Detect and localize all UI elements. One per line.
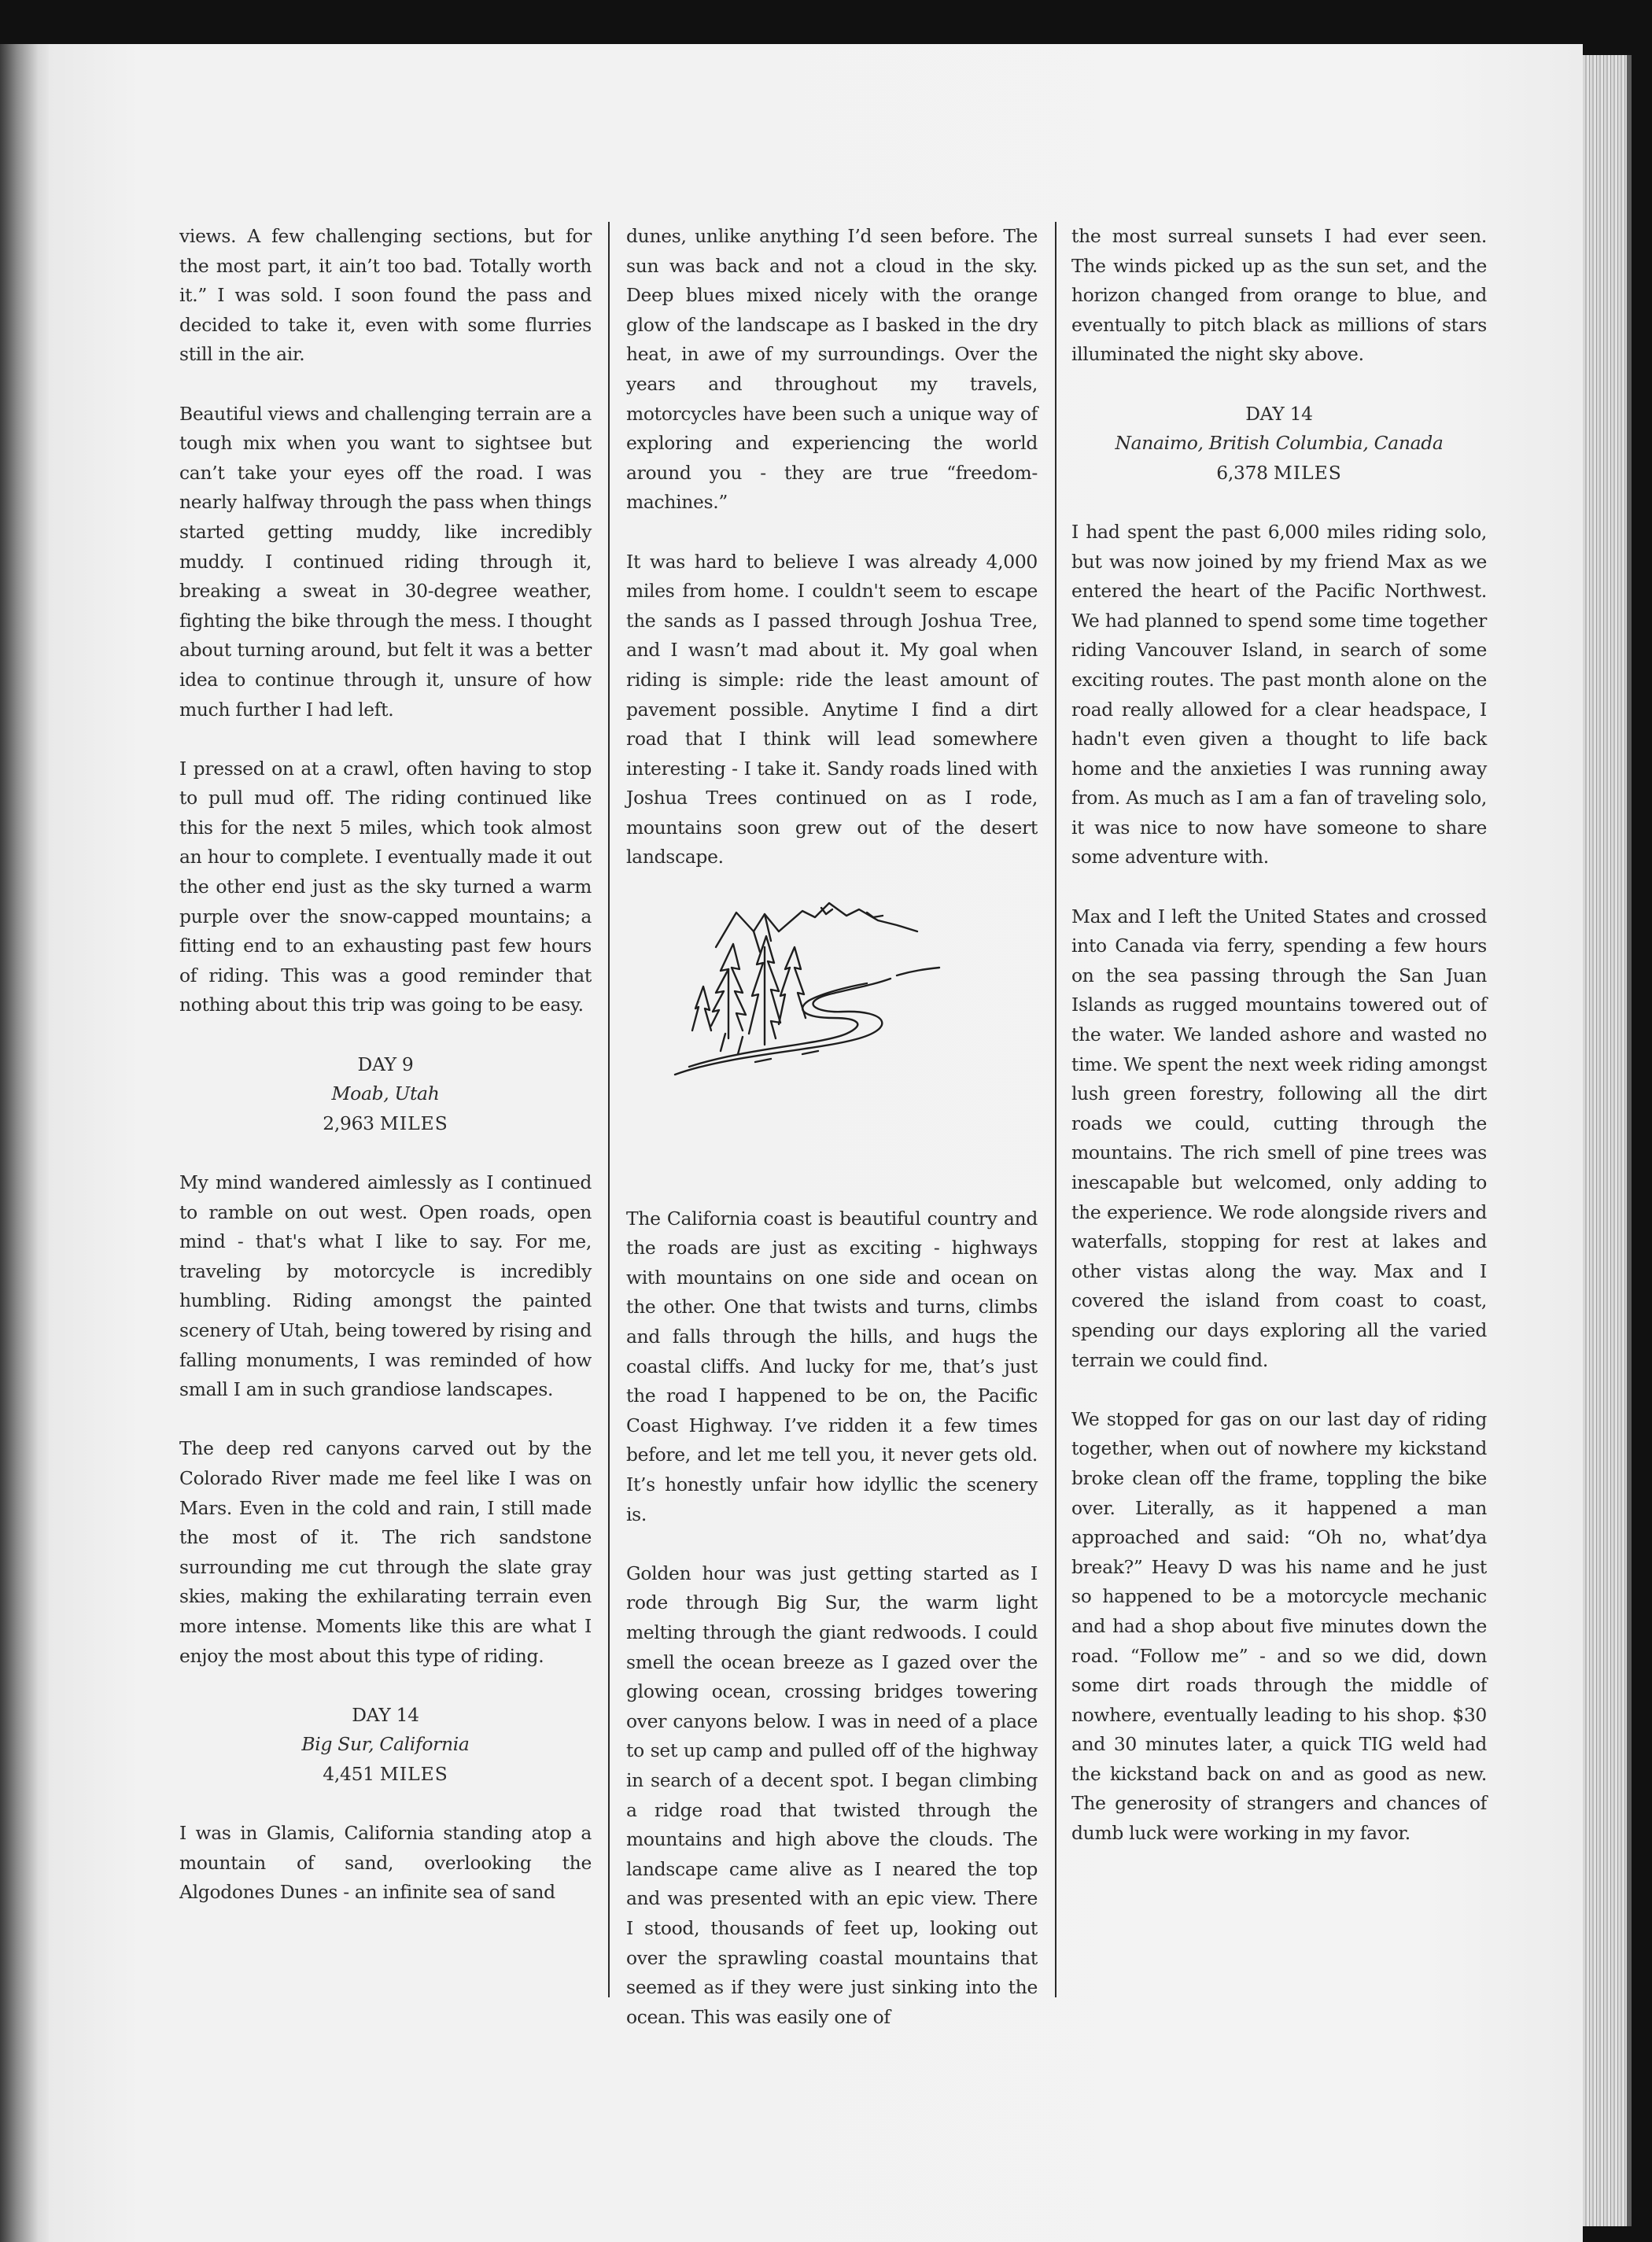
paragraph: Max and I left the United States and crossed into Canada via ferry, spending a few hours on the sea passing through the San Juan Islands as rugged mountains towered out of the water. We landed ashore and wasted no time. We spent the next week riding amongst lush green forestry, following all the dirt roads we could, cutting through the mountains. The rich smell of pine trees was inescapable but welcomed, only adding to the experience. We rode alongside rivers and waterfalls, stopping for rest at lakes and other vistas along the way. Max and I covered the island from coast to coast, spending our days exploring all the varied terrain we could find. <box>1071 905 1487 1371</box>
paragraph: I had spent the past 6,000 miles riding solo, but was now joined by my friend Max as we entered the heart of the Pacific Northwest. We had planned to spend some time together riding Vancouver Island, in search of some exciting routes. The past month alone on the road really allowed for a clear headspace, I hadn't even given a thought to life back home and the anxieties I was running away from. As much as I am a fan of traveling solo, it was nice to now have someone to share some adventure with. <box>1071 520 1487 868</box>
day-label: DAY 14 <box>352 1703 419 1726</box>
day-miles <box>179 1760 592 1790</box>
miles-value: 2,963 <box>323 1112 374 1134</box>
miles-value: 6,378 <box>1216 461 1268 484</box>
miles-unit: MILES <box>379 1112 448 1134</box>
day-location: Big Sur, California <box>301 1733 470 1756</box>
paragraph: Beautiful views and challenging terrain are a tough mix when you want to sightsee but can’t take your eyes off the road. I was nearly halfway through the pass when things started getting muddy, like incredibly muddy. I continued riding through it, breaking a sweat in 30-degree weather, fighting the bike through the mess. I thought about turning around, but felt it was a better idea to continue through it, unsure of how much further I had left. <box>179 402 592 721</box>
text-column-1 <box>179 222 592 1908</box>
paragraph: The California coast is beautiful country and the roads are just as exciting - highways with mountains on one side and ocean on the other. One that twists and turns, climbs and falls through the hills, and hugs the coastal cliffs. And lucky for me, that’s just the road I happened to be on, the Pacific Coast Highway. I’ve ridden it a few times before, and let me tell you, it never gets old. It’s honestly unfair how idyllic the scenery is. <box>626 1207 1038 1525</box>
miles-unit: MILES <box>379 1762 448 1785</box>
book-spine-shadow <box>0 44 55 2242</box>
day-label: DAY 9 <box>357 1053 414 1075</box>
paragraph: the most surreal sunsets I had ever seen. The winds picked up as the sun set, and the horizon changed from orange to blue, and eventually to pitch black as millions of stars illuminated the night sky above. <box>1071 225 1487 366</box>
day-label: DAY 14 <box>1245 402 1313 425</box>
paragraph: I pressed on at a crawl, often having to stop to pull mud off. The riding continued like this for the next 5 miles, which took almost an hour to complete. I eventually made it out the other end just as the sky turned a warm purple over the snow-capped mountains; a fitting end to an exhausting past few hours of riding. This was a good reminder that nothing about this trip was going to be easy. <box>179 757 592 1016</box>
miles-value: 4,451 <box>323 1762 374 1785</box>
miles-unit: MILES <box>1273 461 1342 484</box>
paragraph: My mind wandered aimlessly as I continued to ramble on out west. Open roads, open mind - that's what I like to say. For me, traveling by motorcycle is incredibly humbling. Riding amongst the painted scenery of Utah, being towered by rising and falling monuments, I was reminded of how small I am in such grandiose landscapes. <box>179 1171 592 1401</box>
day-miles <box>179 1109 592 1139</box>
paragraph: Golden hour was just getting started as I rode through Big Sur, the warm light melting through the giant redwoods. I could smell the ocean breeze as I gazed over the glowing ocean, crossing bridges towering over canyons below. I was in need of a place to set up camp and pulled off of the highway in search of a decent spot. I began climbing a ridge road that twisted through the mountains and high above the clouds. The landscape came alive as I neared the top and was presented with an epic view. There I stood, thousands of feet up, looking out over the sprawling coastal mountains that seemed as if they were just sinking into the ocean. This was easily one of <box>626 1562 1038 2028</box>
column-divider-2 <box>1055 222 1056 1997</box>
page-edges <box>1583 55 1632 2226</box>
day-location: Nanaimo, British Columbia, Canada <box>1115 432 1444 455</box>
day-miles <box>1071 459 1487 489</box>
day-heading-moab <box>179 1050 592 1139</box>
mountain-road-sketch-icon <box>661 876 991 1081</box>
paragraph: We stopped for gas on our last day of riding together, when out of nowhere my kickstand broke clean off the frame, toppling the bike over. Literally, as it happened a man approached and said: “Oh no, what’dya break?” Heavy D was his name and he just so happened to be a motorcycle mechanic and had a shop about five minutes down the road. “Follow me” - and so we did, down some dirt roads through the middle of nowhere, eventually leading to his shop. $30 and 30 minutes later, a quick TIG weld had the kickstand back on and as good as new. The generosity of strangers and chances of dumb luck were working in my favor. <box>1071 1407 1487 1845</box>
paragraph: I was in Glamis, California standing atop a mountain of sand, overlooking the Algodones Dunes - an infinite sea of sand <box>179 1822 592 1904</box>
day-heading-big-sur <box>179 1701 592 1790</box>
paragraph: It was hard to believe I was already 4,000 miles from home. I couldn't seem to escape the sands as I passed through Joshua Tree, and I wasn’t mad about it. My goal when riding is simple: ride the least amount of pavement possible. Anytime I find a dirt road that I think will lead somewhere interesting - I take it. Sandy roads lined with Joshua Trees continued on as I rode, mountains soon grew out of the desert landscape. <box>626 550 1038 868</box>
paragraph: dunes, unlike anything I’d seen before. The sun was back and not a cloud in the sky. Deep blues mixed nicely with the orange glow of the landscape as I basked in the dry heat, in awe of my surroundings. Over the years and throughout my travels, motorcycles have been such a unique way of exploring and experiencing the world around you - they are true “freedom-machines.” <box>626 225 1038 514</box>
paragraph: views. A few challenging sections, but for the most part, it ain’t too bad. Totally worth it.” I was sold. I soon found the pass and decided to take it, even with some flurries still in the air. <box>179 225 592 366</box>
day-location: Moab, Utah <box>331 1082 440 1105</box>
day-heading-nanaimo <box>1071 400 1487 489</box>
column-divider-1 <box>608 222 610 1997</box>
paragraph: The deep red canyons carved out by the Colorado River made me feel like I was on Mars. Even in the cold and rain, I still made the most of it. The rich sandstone surrounding me cut through the slate gray skies, making the exhilarating terrain even more intense. Moments like this are what I enjoy the most about this type of riding. <box>179 1437 592 1667</box>
text-column-2 <box>626 222 1038 2032</box>
text-column-3 <box>1071 222 1487 1849</box>
